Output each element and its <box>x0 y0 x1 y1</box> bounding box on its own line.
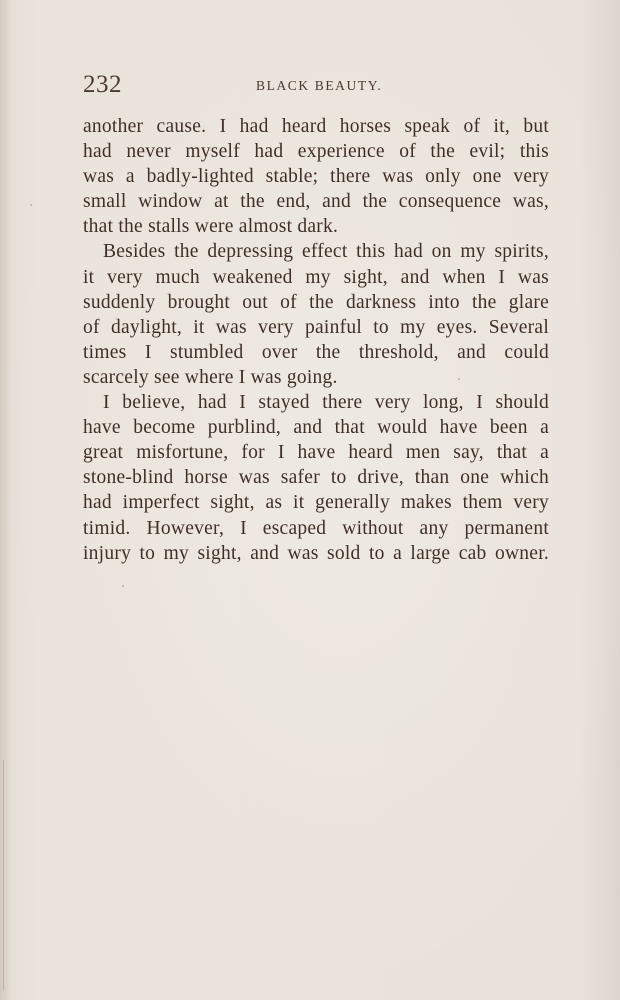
body-text <box>83 114 549 566</box>
text-line: it very much weakened my sight, and when I was <box>83 266 549 288</box>
text-line: have become purblind, and that would have been a <box>83 417 549 439</box>
text-line: that the stalls were almost dark. <box>83 216 339 238</box>
text-line: had never myself had experience of the evil; this <box>83 141 549 163</box>
text-line: had imperfect sight, as it generally makes them very <box>83 492 549 514</box>
text-line: of daylight, it was very painful to my eyes. Several <box>83 316 549 338</box>
page-edge-mark <box>3 760 4 990</box>
paper-speck <box>458 378 460 380</box>
text-line: timid. However, I escaped without any permanent <box>83 517 549 539</box>
running-title: BLACK BEAUTY. <box>256 78 383 93</box>
paper-speck <box>30 204 32 206</box>
text-line: was a badly-lighted stable; there was only one very <box>83 166 549 188</box>
text-line: scarcely see where I was going. <box>83 366 338 388</box>
paper-speck <box>122 585 124 587</box>
text-line: suddenly brought out of the darkness into the glare <box>83 291 549 313</box>
text-line: Besides the depressing effect this had on my spirits, <box>103 241 549 263</box>
text-line: times I stumbled over the threshold, and could <box>83 341 549 363</box>
text-line: I believe, had I stayed there very long, I should <box>103 392 549 414</box>
text-line: another cause. I had heard horses speak of it, but <box>83 116 549 137</box>
page-number: 232 <box>83 71 122 98</box>
page-gutter-shadow <box>0 0 10 1000</box>
text-line: injury to my sight, and was sold to a large cab owner. <box>83 542 549 564</box>
page-header <box>83 70 549 100</box>
text-line: stone-blind horse was safer to drive, than one which <box>83 467 549 489</box>
text-line: small window at the end, and the consequence was, <box>83 191 549 213</box>
text-line: great misfortune, for I have heard men say, that a <box>83 442 549 464</box>
